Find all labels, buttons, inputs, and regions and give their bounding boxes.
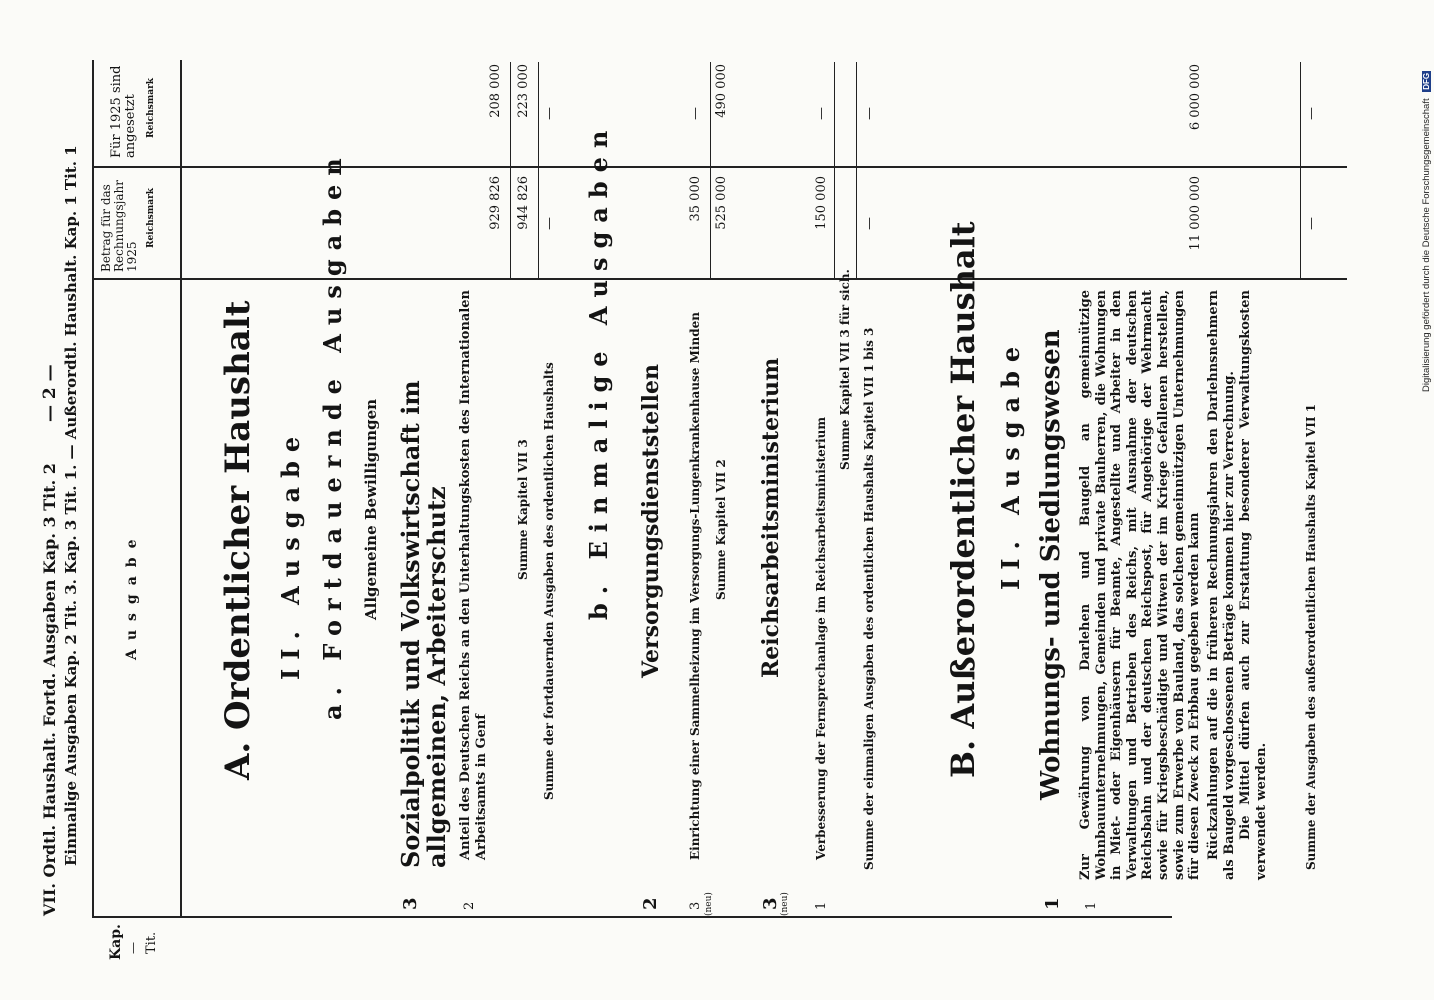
sum-kap2-betrag: 525 000 xyxy=(714,176,729,230)
row1-betrag: 929 826 xyxy=(488,176,503,230)
sum-einm-label: Summe der einmaligen Ausgaben des ordentlichen Haushalts Kapitel VII 1 bis 3 xyxy=(862,327,876,870)
allgemeine-bewilligungen: Allgemeine Bewilligungen xyxy=(362,398,380,620)
kap2-title: Versorgungsdienststellen xyxy=(638,364,664,678)
column-fuer1925-unit: Reichsmark xyxy=(146,77,156,138)
section-b-sum-label: Summe der Ausgaben des außerordentlichen Haushalts Kapitel VII 1 xyxy=(1304,403,1318,870)
kap-tit-separator: — xyxy=(126,942,140,954)
section-b-kap1-title: Wohnungs- und Siedlungswesen xyxy=(1036,329,1066,800)
section-b-title: B. Außerordentlicher Haushalt xyxy=(944,221,982,778)
table-top-rule xyxy=(92,60,94,918)
part-b-heading: b. Einmalige Ausgaben xyxy=(584,121,613,620)
kap2-number: 2 xyxy=(640,897,661,910)
column-ausgabe: Ausgabe xyxy=(124,530,140,660)
row1-tit: 2 xyxy=(462,901,477,910)
digitization-note xyxy=(1421,71,1432,392)
row3-tit: 1 xyxy=(814,901,829,910)
sum-kap3-betrag: 944 826 xyxy=(516,176,531,230)
sum-fort-fuer1925: — xyxy=(542,107,557,120)
section-a-subtitle: II. Ausgabe xyxy=(276,427,305,680)
sum-kap2-rule xyxy=(710,62,711,278)
kap3-title: Sozialpolitik und Volkswirtschaft im allgemeinen, Arbeiterschutz xyxy=(396,380,451,868)
section-b-para1: Zur Gewährung von Darlehen und Baugeld an gemeinnützige Wohnbauunternehmungen, Gemeinden und private Bauherren, die Wohnungen in Miet- oder Eigenhäusern für Beamte, Angestellte und Arbeiter in den Verwaltungen und Betrieben des Reichs, mit Ausnahme der deutschen Reichsbahn und der deutschen Reichspost, für Angehörige der Wehrmacht sowie für Kriegsbeschädigte und Witwen der im Kriege Gefallenen herstellen, sowie zum Erwerbe von Bauland, das solchen gemeinnützigen Unternehmungen für diesen Zweck zu Erbbau gegeben werden kann xyxy=(1078,290,1203,880)
row2-fuer1925: — xyxy=(688,107,703,120)
section-b-row-betrag: 11 000 000 xyxy=(1188,176,1203,251)
section-b-para3: Die Mittel dürfen auch zur Erstattung besonderer Verwaltungskosten verwendet werden. xyxy=(1238,290,1269,880)
row1-text: Anteil des Deutschen Reichs an den Unterhaltungskosten des Internationalen Arbeitsamts in Genf xyxy=(458,290,489,860)
running-header-line1: VII. Ordtl. Haushalt. Fortd. Ausgaben Kap. 3 Tit. 2 xyxy=(40,463,59,916)
row2-tit: 3 xyxy=(688,901,703,910)
column-fuer1925: Für 1925 sind angesetzt xyxy=(109,65,138,158)
sum-kap3b-label: Summe Kapitel VII 3 für sich. xyxy=(838,269,852,470)
kap3b-neu: (neu) xyxy=(780,892,790,916)
running-header-line2: Einmalige Ausgaben Kap. 2 Tit. 3. Kap. 3 Tit. 1. — Außerordtl. Haushalt. Kap. 1 Tit. 1 xyxy=(62,145,80,866)
section-a-title: A. Ordentlicher Haushalt xyxy=(218,300,258,780)
sum-fort-label: Summe der fortdauernden Ausgaben des ordentlichen Haushalts xyxy=(542,362,556,800)
kap3-number: 3 xyxy=(400,897,421,910)
page-number: — 2 — xyxy=(40,364,60,422)
section-b-sum-rule xyxy=(1300,62,1301,278)
row3-text: Verbesserung der Fernsprechanlage im Reichsarbeitsministerium xyxy=(814,416,828,860)
column-betrag: Betrag für das Rechnungsjahr 1925 xyxy=(99,180,139,272)
row2-text: Einrichtung einer Sammelheizung im Versorgungs-Lungenkrankenhause Minden xyxy=(688,312,702,860)
sum-kap3-rule xyxy=(510,62,511,278)
sum-fort-rule xyxy=(538,62,539,278)
dfg-logo: DFG xyxy=(1422,72,1431,90)
sum-kap2-fuer1925: 490 000 xyxy=(714,64,729,118)
column-header-rule xyxy=(180,60,182,918)
row1-fuer1925: 208 000 xyxy=(488,64,503,118)
betrag-column-rule xyxy=(92,278,1347,280)
row3-betrag: 150 000 xyxy=(814,176,829,230)
sum-fort-betrag: — xyxy=(542,217,557,230)
section-b-para2: Rückzahlungen auf die in früheren Rechnungsjahren den Darlehnsnehmern als Baugeld vorgeschossenen Beträge kommen hier zur Verrechnung. xyxy=(1206,290,1237,880)
left-table-rule xyxy=(92,916,1172,918)
sum-kap3b-rule xyxy=(834,62,835,278)
column-kap: Kap. xyxy=(108,924,124,960)
section-b-sum-fuer1925: — xyxy=(1304,107,1319,120)
row2-betrag: 35 000 xyxy=(688,176,703,222)
sum-kap2-label: Summe Kapitel VII 2 xyxy=(714,459,728,600)
part-a-heading: a. Fortdauernde Ausgaben xyxy=(318,149,347,720)
digitization-text: Digitalisierung gefördert durch die Deutsche Forschungsgemeinschaft xyxy=(1421,98,1432,392)
sum-einm-fuer1925: — xyxy=(862,107,877,120)
sum-einm-rule xyxy=(856,62,857,278)
kap3b-title: Reichsarbeitsministerium xyxy=(758,357,784,678)
sum-einm-betrag: — xyxy=(862,217,877,230)
fuer1925-column-rule xyxy=(92,166,1347,168)
sum-kap3-fuer1925: 223 000 xyxy=(516,64,531,118)
column-betrag-unit: Reichsmark xyxy=(146,187,156,248)
section-b-kap1-number: 1 xyxy=(1042,897,1063,910)
column-tit: Tit. xyxy=(144,931,159,954)
row2-neu: (neu) xyxy=(704,892,714,916)
sum-kap3-label: Summe Kapitel VII 3 xyxy=(516,439,530,580)
kap3b-number: 3 xyxy=(760,897,781,910)
section-b-subtitle: II. Ausgabe xyxy=(996,337,1025,590)
section-b-row-fuer1925: 6 000 000 xyxy=(1188,64,1203,131)
section-b-row-tit: 1 xyxy=(1084,901,1099,910)
section-b-sum-betrag: — xyxy=(1304,217,1319,230)
row3-fuer1925: — xyxy=(814,107,829,120)
